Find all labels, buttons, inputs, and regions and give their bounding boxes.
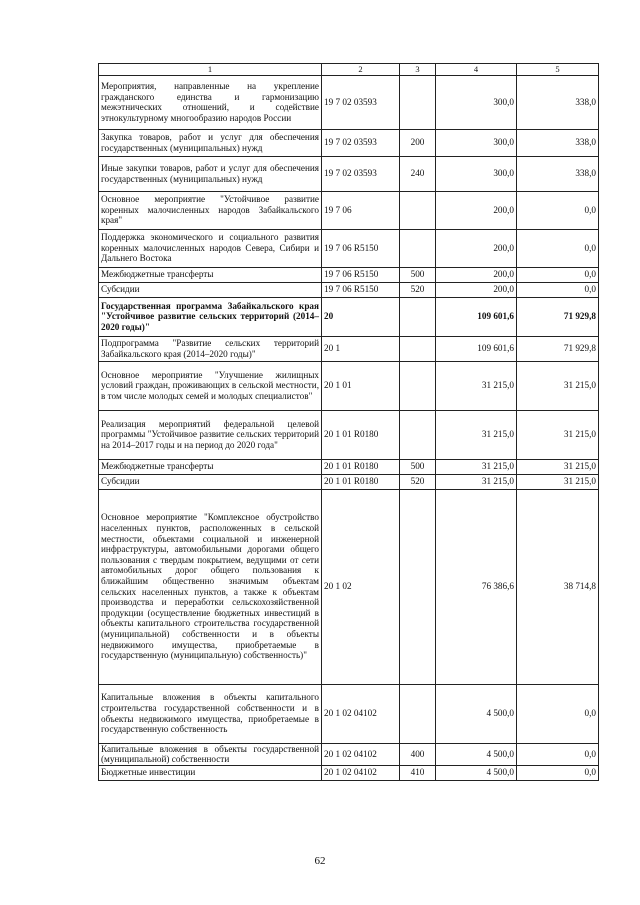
page-number: 62 (314, 855, 326, 867)
row-value-2017: 300,0 (436, 75, 517, 129)
row-value-2017: 200,0 (436, 191, 517, 229)
row-value-2018: 31 215,0 (517, 361, 599, 410)
row-name: Государственная программа Забайкальского края "Устойчивое развитие сельских территорий (2014–2020 годы)" (99, 297, 322, 336)
row-value-2017: 31 215,0 (436, 361, 517, 410)
row-value-2018: 338,0 (517, 75, 599, 129)
row-type (400, 336, 436, 361)
table-row (99, 191, 599, 229)
row-value-2017: 300,0 (436, 129, 517, 156)
table-row (99, 229, 599, 267)
table-row (99, 684, 599, 743)
row-type: 520 (400, 282, 436, 297)
table-row (99, 297, 599, 336)
table-row (99, 336, 599, 361)
row-value-2018: 0,0 (517, 282, 599, 297)
column-number-5: 5 (517, 64, 599, 76)
row-type: 500 (400, 267, 436, 282)
table-row (99, 489, 599, 684)
column-number-3: 3 (400, 64, 436, 76)
row-type: 520 (400, 474, 436, 489)
row-code: 19 7 02 03593 (322, 129, 400, 156)
row-type (400, 489, 436, 684)
row-code: 19 7 06 R5150 (322, 229, 400, 267)
row-value-2017: 300,0 (436, 156, 517, 191)
row-code: 20 1 02 04102 (322, 743, 400, 765)
row-value-2018: 0,0 (517, 765, 599, 780)
row-value-2017: 31 215,0 (436, 474, 517, 489)
row-value-2017: 109 601,6 (436, 336, 517, 361)
row-code: 19 7 06 (322, 191, 400, 229)
row-value-2017: 4 500,0 (436, 765, 517, 780)
row-code: 20 1 01 (322, 361, 400, 410)
table-row (99, 459, 599, 474)
table-row (99, 129, 599, 156)
row-name: Бюджетные инвестиции (99, 765, 322, 780)
row-code: 20 1 02 04102 (322, 684, 400, 743)
row-code: 20 1 01 R0180 (322, 459, 400, 474)
row-name: Поддержка экономического и социального развития коренных малочисленных народов Севера, Сибири и Дальнего Востока (99, 229, 322, 267)
table-row (99, 267, 599, 282)
table-row (99, 743, 599, 765)
row-name: Подпрограмма "Развитие сельских территорий Забайкальского края (2014–2020 годы)" (99, 336, 322, 361)
row-name: Субсидии (99, 474, 322, 489)
row-value-2018: 71 929,8 (517, 297, 599, 336)
row-type: 240 (400, 156, 436, 191)
column-number-2: 2 (322, 64, 400, 76)
row-value-2017: 109 601,6 (436, 297, 517, 336)
row-name: Основное мероприятие "Устойчивое развитие коренных малочисленных народов Забайкальского края" (99, 191, 322, 229)
row-value-2018: 0,0 (517, 684, 599, 743)
row-value-2018: 71 929,8 (517, 336, 599, 361)
row-type: 500 (400, 459, 436, 474)
row-code: 20 1 01 R0180 (322, 474, 400, 489)
row-value-2017: 200,0 (436, 267, 517, 282)
row-value-2017: 4 500,0 (436, 743, 517, 765)
row-type (400, 191, 436, 229)
row-type (400, 229, 436, 267)
row-code: 20 1 01 R0180 (322, 410, 400, 459)
row-type (400, 297, 436, 336)
row-value-2017: 200,0 (436, 282, 517, 297)
table-row (99, 765, 599, 780)
row-code: 20 1 02 04102 (322, 765, 400, 780)
row-value-2018: 31 215,0 (517, 410, 599, 459)
row-name: Закупка товаров, работ и услуг для обеспечения государственных (муниципальных) нужд (99, 129, 322, 156)
row-value-2018: 338,0 (517, 156, 599, 191)
table-row (99, 156, 599, 191)
row-value-2018: 0,0 (517, 743, 599, 765)
table-row (99, 410, 599, 459)
row-value-2018: 0,0 (517, 267, 599, 282)
row-name: Иные закупки товаров, работ и услуг для обеспечения государственных (муниципальных) нужд (99, 156, 322, 191)
row-code: 19 7 06 R5150 (322, 282, 400, 297)
row-value-2017: 76 386,6 (436, 489, 517, 684)
row-value-2018: 31 215,0 (517, 474, 599, 489)
row-type (400, 75, 436, 129)
row-type: 400 (400, 743, 436, 765)
table-row (99, 75, 599, 129)
table-row (99, 361, 599, 410)
row-name: Межбюджетные трансферты (99, 267, 322, 282)
row-code: 20 (322, 297, 400, 336)
row-value-2017: 4 500,0 (436, 684, 517, 743)
row-value-2018: 0,0 (517, 229, 599, 267)
row-value-2018: 31 215,0 (517, 459, 599, 474)
row-value-2017: 31 215,0 (436, 410, 517, 459)
row-code: 20 1 02 (322, 489, 400, 684)
row-type: 200 (400, 129, 436, 156)
column-number-1: 1 (99, 64, 322, 76)
table-row (99, 474, 599, 489)
row-value-2018: 0,0 (517, 191, 599, 229)
row-name: Реализация мероприятий федеральной целевой программы "Устойчивое развитие сельских территорий на 2014–2017 годы и на период до 2020 года" (99, 410, 322, 459)
row-type (400, 361, 436, 410)
table-row (99, 282, 599, 297)
row-value-2018: 338,0 (517, 129, 599, 156)
row-name: Капитальные вложения в объекты государственной (муниципальной) собственности (99, 743, 322, 765)
row-code: 19 7 02 03593 (322, 156, 400, 191)
table-header-row (99, 64, 599, 76)
row-name: Субсидии (99, 282, 322, 297)
row-value-2017: 31 215,0 (436, 459, 517, 474)
row-type (400, 410, 436, 459)
row-value-2017: 200,0 (436, 229, 517, 267)
row-name: Основное мероприятие "Улучшение жилищных условий граждан, проживающих в сельской местности, в том числе молодых семей и молодых специалистов" (99, 361, 322, 410)
row-type: 410 (400, 765, 436, 780)
row-name: Мероприятия, направленные на укрепление гражданского единства и гармонизацию межэтнических отношений, и содействие этнокультурному многообразию народов России (99, 75, 322, 129)
row-type (400, 684, 436, 743)
column-number-4: 4 (436, 64, 517, 76)
row-value-2018: 38 714,8 (517, 489, 599, 684)
row-code: 20 1 (322, 336, 400, 361)
row-code: 19 7 02 03593 (322, 75, 400, 129)
row-code: 19 7 06 R5150 (322, 267, 400, 282)
budget-table (98, 63, 599, 781)
row-name: Капитальные вложения в объекты капитального строительства государственной собственности и в объекты недвижимого имущества, приобретаемые в государственную собственность (99, 684, 322, 743)
row-name: Основное мероприятие "Комплексное обустройство населенных пунктов, расположенных в сельской местности, объектами социальной и инженерной инфраструктуры, автомобильными дорогами общего пользования с твердым покрытием, ведущими от сети автомобильных дорог общего пользования к ближайшим общественно значимым объектам сельских населенных пунктов, а также к объектам производства и переработки сельскохозяйственной продукции (осуществление бюджетных инвестиций в объекты капитального строительства государственной (муниципальной) собственности и в объекты недвижимого имущества, приобретаемые в государственную (муниципальную) собственность)" (99, 489, 322, 684)
row-name: Межбюджетные трансферты (99, 459, 322, 474)
